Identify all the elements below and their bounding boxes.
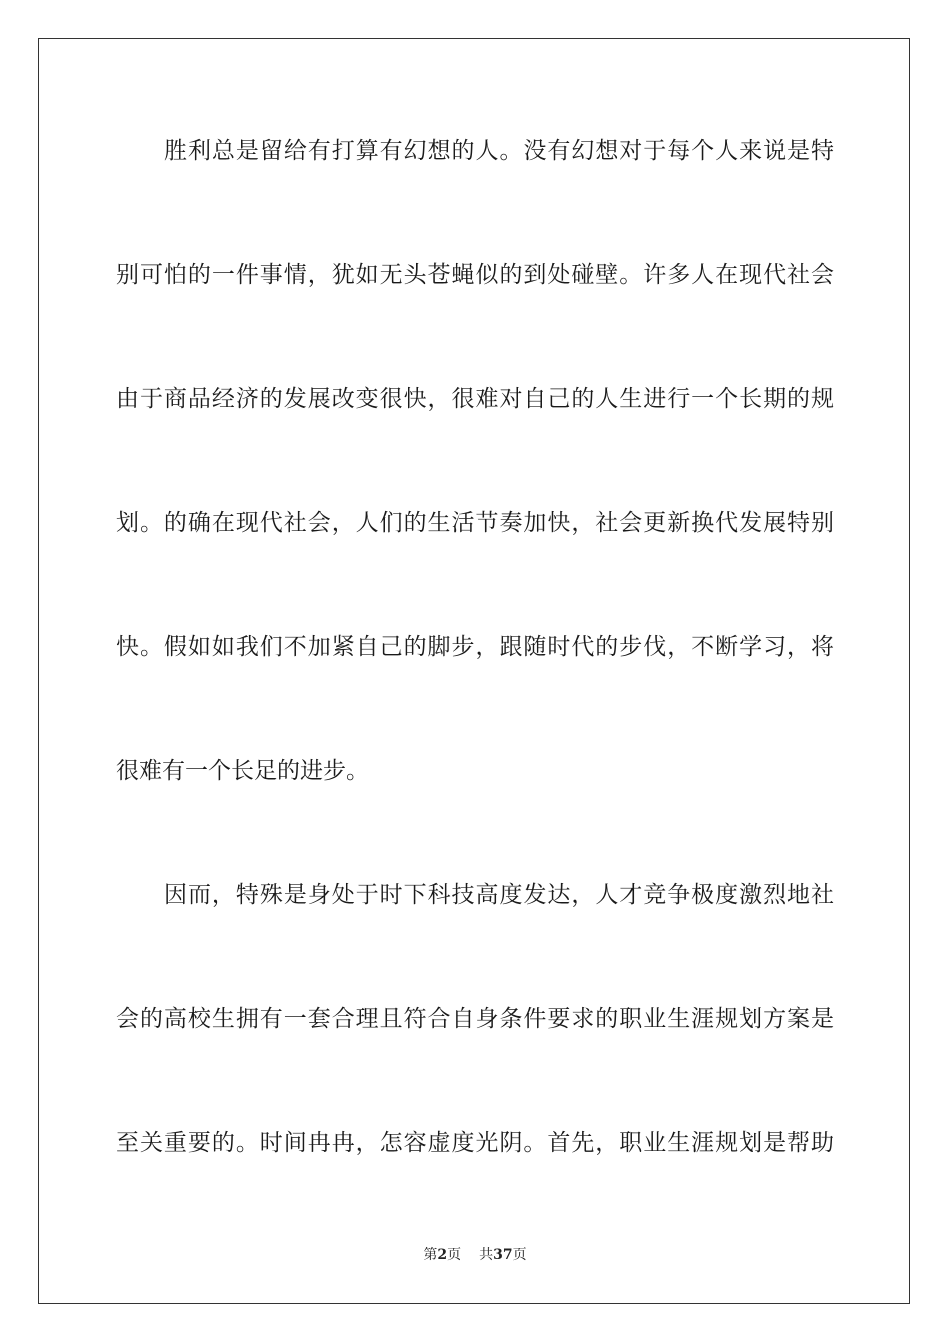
paragraph-1-line-4: 划。的确在现代社会，人们的生活节奏加快，社会更新换代发展特别 [116, 510, 834, 536]
paragraph-2-line-1: 因而，特殊是身处于时下科技高度发达，人才竞争极度激烈地社 [164, 882, 834, 908]
page-footer [0, 1246, 950, 1264]
page-frame [38, 38, 910, 1304]
paragraph-1-line-1: 胜利总是留给有打算有幻想的人。没有幻想对于每个人来说是特 [164, 138, 834, 164]
footer-total-prefix: 共 [479, 1247, 494, 1263]
footer-page-prefix: 第 [423, 1247, 438, 1263]
paragraph-2-line-3: 至关重要的。时间冉冉，怎容虚度光阴。首先，职业生涯规划是帮助 [116, 1130, 834, 1156]
paragraph-2-line-2: 会的高校生拥有一套合理且符合自身条件要求的职业生涯规划方案是 [116, 1006, 834, 1032]
footer-page-number: 2 [437, 1247, 448, 1263]
footer-page-suffix: 页 [447, 1247, 462, 1263]
footer-total-suffix: 页 [512, 1247, 527, 1263]
paragraph-1-line-3: 由于商品经济的发展改变很快，很难对自己的人生进行一个长期的规 [116, 386, 834, 412]
paragraph-1-line-5: 快。假如如我们不加紧自己的脚步，跟随时代的步伐，不断学习，将 [116, 634, 834, 660]
paragraph-1-line-6: 很难有一个长足的进步。 [116, 758, 369, 784]
footer-total-pages: 37 [493, 1247, 513, 1263]
paragraph-1-line-2: 别可怕的一件事情，犹如无头苍蝇似的到处碰壁。许多人在现代社会 [116, 262, 834, 288]
